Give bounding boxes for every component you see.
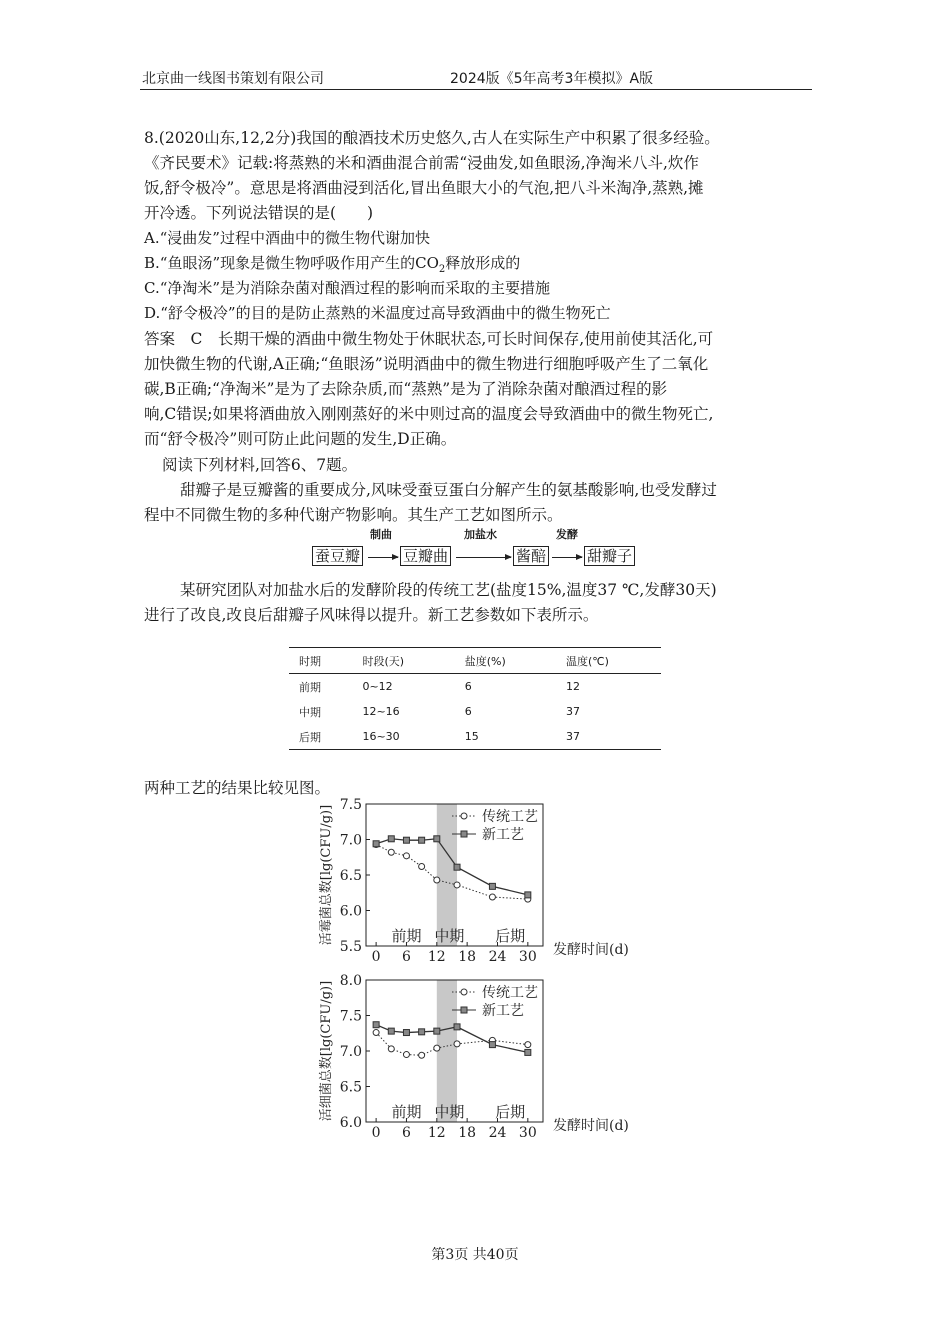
y-tick-label: 7.5 [339,797,362,813]
y-tick-label: 6.5 [339,868,362,884]
data-point-traditional [434,877,440,883]
y-tick-label: 7.0 [339,1044,362,1060]
shaded-middle-phase [437,804,457,946]
data-point-new [373,1022,379,1028]
y-tick-label: 7.0 [339,832,362,849]
data-point-new [388,836,394,842]
legend-label: 传统工艺 [482,985,538,1001]
x-tick-label: 12 [427,949,446,965]
phase-label: 后期 [495,1103,526,1121]
question-stem-line-3: 饭,舒令极冷”。意思是将酒曲浸到活化,冒出鱼眼大小的气泡,把八斗米淘净,蒸熟,摊 [144,179,704,197]
option-b [144,252,520,275]
x-tick-label: 30 [518,949,537,965]
answer-line-5: 而“舒令极冷”则可防止此问题的发生,D正确。 [144,430,457,448]
option-b-sub: 2 [438,264,446,275]
option-b-pre: B.“鱼眼汤”现象是微生物呼吸作用产生的CO [144,254,439,272]
y-axis-label: 活细菌总数[lg(CFU/g)] [319,980,334,1122]
data-point-traditional [454,1041,460,1047]
x-tick-label: 30 [518,1125,537,1141]
data-point-new [525,892,531,898]
data-point-new [525,1049,531,1055]
x-tick-label: 12 [427,1125,446,1141]
header-rule [140,89,812,90]
flow-arrow-2 [456,557,511,558]
answer-line-3: 碳,B正确;“净淘米”是为了去除杂质,而“蒸熟”是为了消除杂菌对酿酒过程的影 [144,380,668,398]
x-tick-label: 0 [371,1125,381,1141]
answer-line-1: 答案 C 长期干燥的酒曲中微生物处于休眠状态,可长时间保存,使用前使其活化,可 [144,330,714,348]
y-axis-label: 活霉菌总数[lg(CFU/g)] [319,804,334,946]
data-point-traditional [525,1042,531,1048]
table-header-cell: 时期 [299,654,321,668]
table-cell: 12~16 [362,705,400,718]
data-point-new [434,836,440,842]
legend-marker-traditional [461,989,467,995]
option-c: C.“净淘米”是为消除杂菌对酿酒过程的影响而采取的主要措施 [144,279,551,297]
flow-arrow-label-3: 发酵 [556,528,578,541]
table-cell: 16~30 [362,730,400,743]
question-stem-line-2: 《齐民要术》记载:将蒸熟的米和酒曲混合前需“浸曲发,如鱼眼汤,净淘米八斗,炊作 [144,154,699,172]
legend-marker-new [461,1007,467,1013]
answer-line-2: 加快微生物的代谢,A正确;“鱼眼汤”说明酒曲中的微生物进行细胞呼吸产生了二氧化 [144,355,709,373]
page-footer: 第3页 共40页 [431,1247,519,1263]
data-point-new [388,1028,394,1034]
table-row [289,674,661,700]
data-point-traditional [388,849,394,855]
table-header-cell: 温度(℃) [566,654,609,668]
flow-step-4: 甜瓣子 [584,546,635,566]
shaded-middle-phase [437,980,457,1122]
data-point-traditional [434,1045,440,1051]
table-row [289,724,661,750]
x-tick-label: 6 [401,949,411,965]
y-tick-label: 8.0 [339,973,362,989]
x-tick-label: 18 [458,1125,477,1141]
phase-label: 前期 [391,1103,422,1121]
data-point-traditional [373,1030,379,1036]
mold-count-chart [300,796,660,966]
x-tick-label: 24 [488,1125,507,1141]
data-point-traditional [388,1046,394,1052]
production-flow-diagram [312,526,652,572]
data-point-traditional [419,1052,425,1058]
flow-step-3: 酱醅 [513,546,549,566]
legend-label: 新工艺 [482,827,524,843]
flow-arrow-label-2: 加盐水 [464,528,497,541]
data-point-traditional [489,894,495,900]
phase-label: 中期 [434,1103,465,1121]
table-cell: 12 [566,680,580,693]
legend-marker-traditional [461,813,467,819]
legend-label: 新工艺 [482,1003,524,1019]
data-point-traditional [454,882,460,888]
flow-arrow-label-1: 制曲 [370,528,392,541]
data-point-new [419,837,425,843]
data-point-new [454,1024,460,1030]
y-tick-label: 7.5 [339,1008,362,1025]
reading-para1-line-1: 甜瓣子是豆瓣酱的重要成分,风味受蚕豆蛋白分解产生的氨基酸影响,也受发酵过 [180,481,717,499]
table-header-row [289,648,661,674]
legend-marker-new [461,831,467,837]
option-b-post: 释放形成的 [445,254,521,272]
flow-step-1: 蚕豆瓣 [312,546,363,566]
option-d: D.“舒令极冷”的目的是防止蒸熟的米温度过高导致酒曲中的微生物死亡 [144,304,611,322]
data-point-new [454,864,460,870]
table-cell: 37 [566,730,580,743]
y-tick-label: 6.0 [339,903,362,920]
y-tick-label: 5.5 [339,939,362,955]
table-cell: 6 [464,705,472,718]
x-tick-label: 6 [401,1125,411,1141]
new-process-parameter-table [289,647,661,750]
data-point-traditional [419,863,425,869]
phase-label: 中期 [434,927,465,945]
table-row [289,699,661,724]
data-point-new [403,837,409,843]
table-cell: 前期 [299,680,321,694]
reading-intro: 阅读下列材料,回答6、7题。 [162,456,358,474]
phase-label: 后期 [495,927,526,945]
table-header-cell: 盐度(%) [464,654,506,668]
reading-para2-line-2: 进行了改良,改良后甜瓣子风味得以提升。新工艺参数如下表所示。 [144,606,599,624]
table-cell: 中期 [299,705,321,719]
table-cell: 后期 [299,730,321,744]
x-axis-label: 发酵时间(d) [553,942,629,958]
table-cell: 37 [566,705,580,718]
reading-para1-line-2: 程中不同微生物的多种代谢产物影响。其生产工艺如图所示。 [144,506,563,524]
bacteria-count-chart [300,972,660,1142]
y-tick-label: 6.0 [339,1115,362,1131]
flow-step-2: 豆瓣曲 [400,546,451,566]
header-publisher: 北京曲一线图书策划有限公司 [142,71,324,87]
table-cell: 6 [464,680,472,693]
data-point-new [489,883,495,889]
answer-line-4: 响,C错误;如果将酒曲放入刚刚蒸好的米中则过高的温度会导致酒曲中的微生物死亡, [144,405,714,423]
phase-label: 前期 [391,927,422,945]
data-point-traditional [403,853,409,859]
data-point-new [434,1028,440,1034]
data-point-new [489,1042,495,1048]
question-stem-line-1: 8.(2020山东,12,2分)我国的酿酒技术历史悠久,古人在实际生产中积累了很多经验。 [144,129,720,147]
option-a: A.“浸曲发”过程中酒曲中的微生物代谢加快 [144,229,430,247]
legend-label: 传统工艺 [482,809,538,825]
table-cell: 15 [464,730,479,743]
table-header-cell: 时段(天) [362,654,405,668]
data-point-traditional [403,1052,409,1058]
header-book-title: 2024版《5年高考3年模拟》A版 [450,71,654,87]
question-stem-line-4: 开冷透。下列说法错误的是( ) [144,204,374,222]
x-tick-label: 18 [458,949,477,965]
x-tick-label: 24 [488,949,507,965]
x-tick-label: 0 [371,949,381,965]
data-point-new [419,1029,425,1035]
y-tick-label: 6.5 [339,1079,362,1096]
flow-arrow-3 [552,557,582,558]
flow-arrow-1 [368,557,398,558]
data-point-new [373,841,379,847]
data-point-new [403,1030,409,1036]
reading-para2-line-1: 某研究团队对加盐水后的发酵阶段的传统工艺(盐度15%,温度37 ℃,发酵30天) [180,581,717,599]
x-axis-label: 发酵时间(d) [553,1118,629,1134]
compare-sentence: 两种工艺的结果比较见图。 [144,779,331,797]
table-cell: 0~12 [362,680,393,693]
